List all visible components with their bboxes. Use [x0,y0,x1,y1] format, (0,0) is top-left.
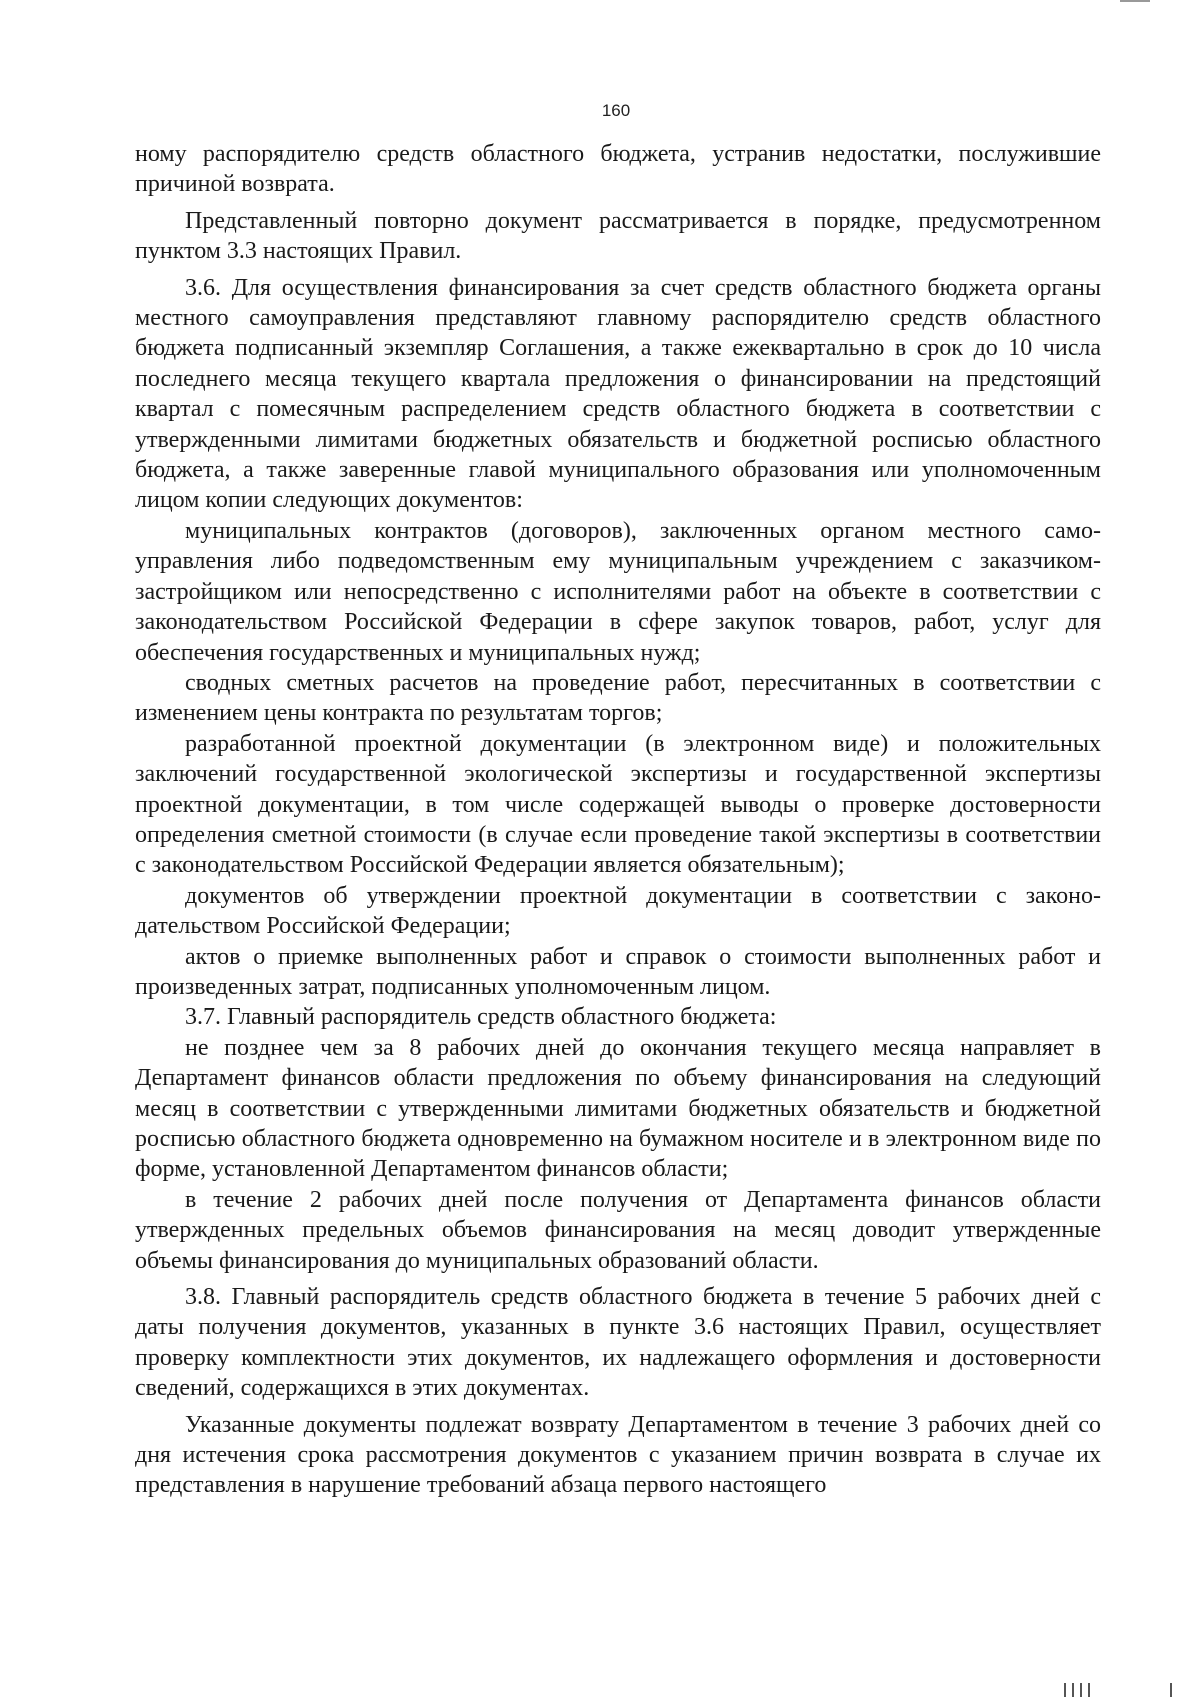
paragraph-proposals: не позднее чем за 8 рабочих дней до окончания текущего месяца направляет в Департамент финансов области предложения по объему финансирования на следующий месяц в соответствии с утвержденными лимитами бюджетных обязательств и бюджетной росписью областного бюджета одновременно на бумажном носителе и в электронном виде по форме, установленной Департаментом финансов области; [135,1034,1101,1183]
scan-artifact-bottom-5 [1170,1683,1172,1697]
scan-artifact-bottom-4 [1088,1683,1090,1697]
paragraph-3-6: 3.6. Для осуществления финансирования за счет средств областного бюджета органы местного самоуправления представляют главному распорядителю средств областного бюджета подписанный экземпляр Соглашения, а также ежеквартально в срок до 10 числа последнего месяца текущего квартала предложения о финансировании на предстоящий квартал с помесячным распределением средств областного бюджета в соответствии с утвержденными лимитами бюджетных обязательств и бюджетной росписью областного бюджета, а также заверенные главой муниципального образования или уполномоченным лицом копии следующих документов: [135,274,1101,514]
paragraph-estimates: сводных сметных расчетов на проведение работ, пересчитанных в соответствии с изменением цены контракта по результатам торгов; [135,669,1101,727]
document-body [135,139,1101,1501]
scan-artifact-bottom-2 [1072,1683,1074,1697]
scan-artifact-bottom-1 [1064,1683,1066,1697]
page-number: 160 [601,101,631,120]
paragraph-approval-docs: документов об утверждении проектной документации в соответствии с законодательством Российской Федерации; [135,882,1101,940]
scan-artifact-top-right [1120,0,1150,2]
paragraph-3-7: 3.7. Главный распорядитель средств областного бюджета: [185,1004,777,1031]
paragraph-continuation: ному распорядителю средств областного бюджета, устранив недостатки, послужившие причиной возврата. [135,141,1101,198]
paragraph-limits: в течение 2 рабочих дней после получения от Департамента финансов области утвержденных предельных объемов финансирования на месяц доводит утвержденные объемы финансирования до муниципальных образований области. [135,1186,1101,1274]
scan-artifact-bottom-3 [1080,1683,1082,1697]
paragraph-return: Указанные документы подлежат возврату Департаментом в течение 3 рабочих дней со дня истечения срока рассмотрения документов с указанием причин возврата в случае их представления в нарушение требований абзаца первого настоящего [135,1411,1101,1499]
paragraph-3-8: 3.8. Главный распорядитель средств областного бюджета в течение 5 рабочих дней с даты получения документов, указанных в пункте 3.6 настоящих Правил, осуществляет проверку комплектности этих документов, их надлежащего оформления и достоверности сведений, содержащихся в этих документах. [135,1284,1101,1402]
paragraph-contracts: муниципальных контрактов (договоров), заключенных органом местного самоуправления либо подведомственным ему муниципальным учреждением с заказчиком-застройщиком или непосредственно с исполнителями работ на объекте в соответствии с законодательством Российской Федерации в сфере закупок товаров, работ, услуг для обеспечения государственных и муниципальных нужд; [135,517,1101,666]
paragraph-project-docs: разработанной проектной документации (в электронном виде) и положительных заключений государственной экологической экспертизы и государственной экспертизы проектной документации, в том числе содержащей выводы о проверке достоверности определения сметной стоимости (в случае если проведение такой экспертизы в соответствии с законодательством Российской Федерации является обязательным); [135,730,1101,879]
paragraph-acceptance-acts: актов о приемке выполненных работ и справок о стоимости выполненных работ и произведенных затрат, подписанных уполномоченным лицом. [135,943,1101,1000]
paragraph-resubmission: Представленный повторно документ рассматривается в порядке, предусмотренном пунктом 3.3 настоящих Правил. [135,207,1101,265]
